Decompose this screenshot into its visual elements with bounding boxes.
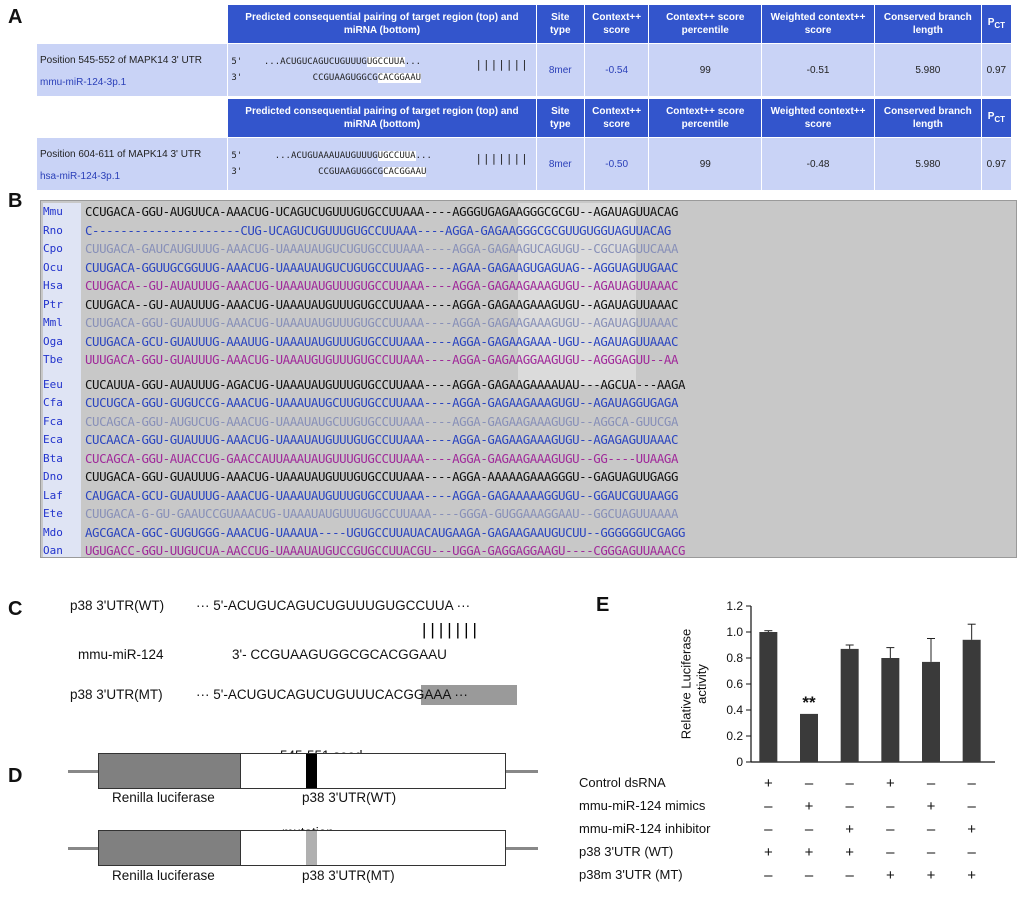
header-weighted: Weighted context++ score [762,99,875,138]
condition-sign: + [804,844,814,861]
bar [800,714,818,762]
species-label: Oan [43,544,63,557]
vector-line-left [68,847,98,850]
species-label: Cpo [43,242,63,255]
species-label: Mml [43,316,63,329]
condition-sign: – [804,775,814,792]
panel-label-a: A [8,6,23,28]
bar [922,662,940,762]
y-tick-label: 1.2 [726,599,743,613]
condition-sign: + [967,821,977,838]
condition-sign: – [764,821,773,838]
significance-label: ** [802,692,816,712]
condition-label: mmu-miR-124 inhibitor [579,821,711,836]
aligned-sequence: CUUGACA-GGUUGCGGUUG-AAACUG-UAAAUAUGUCUGUGCCUUAAG----AGAA-GAGAAGUGAGUAG--AGGUAGUUGAAC [85,259,679,275]
condition-sign: – [926,775,936,792]
mt-label: p38 3'UTR(MT) [70,687,163,702]
condition-sign: + [763,844,773,861]
branch-length-cell: 5.980 [874,44,981,97]
condition-label: Control dsRNA [579,775,666,790]
condition-sign: – [886,798,895,815]
y-tick-label: 0.6 [726,677,743,691]
wt-sequence: ··· 5'-ACUGUCAGUCUGUUUGUGCCUUA ··· [196,598,471,613]
species-label: Dno [43,470,63,483]
position-text: Position 545-552 of MAPK14 3' UTR [40,55,202,66]
pairing-bars: ||||||| [475,58,529,71]
condition-label: p38 3'UTR (WT) [579,844,674,859]
species-label: Mmu [43,205,63,218]
aligned-sequence: CUUGACA--GU-AUAUUUG-AAACUG-UAAAUAUGUUUGUGCCUUAAA----AGGA-GAGAAGAAAGUGU--AGAUAGUUAAAC [85,296,679,312]
weighted-cell: -0.48 [762,138,875,191]
wt-construct-label: p38 3'UTR(WT) [302,790,397,805]
table-header [37,99,1012,138]
panel-label-b: B [8,190,23,212]
species-label: Tbe [43,353,63,366]
species-label: Fca [43,414,63,428]
site-type-cell: 8mer [536,44,584,97]
context-score-cell: -0.50 [584,138,648,191]
branch-length-cell: 5.980 [874,138,981,191]
header-pct: $P_{CT}$ [981,5,1011,44]
condition-sign: + [885,867,895,884]
panel-label-e: E [596,594,610,616]
species-label: Ocu [43,260,63,274]
species-label: Rno [43,223,63,237]
aligned-sequence: CUUGACA-GGU-GUAUUUG-AAACUG-UAAAUAUGUUUGUGCCUUAAA----AGGA-AAAAAGAAAGGGU--GAGUAGUUGAGG [85,469,679,484]
aligned-sequence: CUUGACA-GCU-GUAUUUG-AAAUUG-UAAAUAUGUUUGUGCCUUAAA----AGGA-GAGAAGAAA-UGU--AGAUAGUUAAAC [85,333,679,349]
species-label: Oga [43,334,63,348]
species-sequences [85,203,1015,558]
header-percentile: Context++ score percentile [649,5,762,44]
species-label: Eca [43,433,63,446]
position-cell [37,44,228,97]
chart-bars [759,624,980,762]
header-site-type: Site type [536,5,584,44]
targetscan-table-mouse [36,4,1012,97]
y-tick-label: 1.0 [726,625,743,639]
weighted-cell: -0.51 [762,44,875,97]
aligned-sequence: CUCUGCA-GGU-GUGUCCG-AAACUG-UAAAUAUGCUUGUGCCUUAAA----AGGA-GAGAAGAAAGUGU--AGAUAGGUGAGA [85,395,679,410]
y-tick-label: 0.4 [726,703,743,717]
condition-sign: – [967,844,976,861]
luciferase-bar-chart [575,590,1020,898]
aligned-sequence: CUCAUUA-GGU-AUAUUUG-AGACUG-UAAAUAUGUUUGUGCCUUAAA----AGGA-GAGAAGAAAAUAU---AGCUA---AAGA [85,376,686,392]
condition-sign: + [845,821,855,838]
aligned-sequence: CUUGACA-G-GU-GAAUCCGUAAACUG-UAAAUAUGUUUGUGCCUUAAA----GGGA-GUGGAAAGGAAU--GGCUAGUUAAAA [85,506,679,521]
bar [841,649,859,762]
species-label: Hsa [43,279,63,292]
bar [881,658,899,762]
seed-site-marker [306,754,317,788]
condition-sign: – [804,867,814,884]
utr-box-mt [240,830,506,866]
header-percentile: Context++ score percentile [649,99,762,138]
aligned-sequence: UUUGACA-GGU-GUAUUUG-AAACUG-UAAAUGUGUUUGUGCCUUAAA----AGGA-GAGAAGGAAGUGU--AGGGAGUU--AA [85,352,679,367]
condition-label: mmu-miR-124 mimics [579,798,706,813]
pairing-bars: ||||||| [422,620,481,639]
position-text: Position 604-611 of MAPK14 3' UTR [40,149,202,160]
table-row [37,138,1012,191]
mt-construct-label: p38 3'UTR(MT) [302,868,395,883]
sequence-alignment [40,200,1017,558]
aligned-sequence: CUCAGCA-GGU-AUACCUG-GAACCAUUAAAUAUGUUUGUGCCUUAAA----AGGA-GAGAAGAAAGUGU--GG----UUAAGA [85,450,679,466]
condition-sign: – [926,844,936,861]
aligned-sequence: CUCAACA-GGU-GUAUUUG-AAACUG-UAAAUAUGUUUGUGCCUUAAA----AGGA-GAGAAGAAAGUGU--AGAGAGUUAAAC [85,432,679,447]
bar [759,632,777,762]
site-type-cell: 8mer [536,138,584,191]
pairing-cell: 5' ...ACUGUCAGUCUGUUUGUGCCUUA... ||||||| 3' CCGUAAGUGGCGCACGGAAU [228,44,536,97]
header-branch-length: Conserved branch length [874,5,981,44]
y-tick-label: 0.8 [726,651,743,665]
condition-sign: – [845,775,854,792]
wt-label: p38 3'UTR(WT) [70,598,165,613]
mirna-label: mmu-miR-124 [78,647,164,662]
panel-label-d: D [8,765,23,787]
condition-sign: – [886,821,895,838]
header-context-score: Context++ score [584,5,648,44]
aligned-sequence: CUCAGCA-GGU-AUGUCUG-AAACUG-UAAAUAUGCUUGUGCCUUAAA----AGGA-GAGAAGAAAGUGU--AGGCA-GUUCGA [85,413,679,429]
header-site-type: Site type [536,99,584,138]
species-label: Bta [43,451,63,465]
species-label: Mdo [43,525,63,539]
species-labels [43,203,81,558]
header-pct: $P_{CT}$ [981,99,1011,138]
header-weighted: Weighted context++ score [762,5,875,44]
y-axis-label: Relative Luciferaseactivity [678,628,709,740]
chart-axes [678,599,995,769]
position-cell [37,138,228,191]
mt-sequence: ··· 5'-ACUGUCAGUCUGUUUCACGGAAA ··· [196,687,468,702]
mirna-link[interactable]: mmu-miR-124-3p.1 [40,77,127,88]
renilla-label-mt: Renilla luciferase [112,868,215,883]
mutation-site-marker [306,831,317,865]
targetscan-table-human [36,98,1012,191]
condition-sign: + [804,798,814,815]
vector-line-right [506,770,538,773]
condition-sign: – [845,798,854,815]
condition-table [579,775,976,884]
condition-sign: + [763,775,773,792]
panel-label-c: C [8,598,23,620]
condition-sign: + [926,867,936,884]
header-pairing: Predicted consequential pairing of target region (top) and miRNA (bottom) [228,99,536,138]
bar [963,640,981,762]
species-label: Laf [43,488,63,502]
aligned-sequence: CCUGACA-GGU-AUGUUCA-AAACUG-UCAGUCUGUUUGUGCCUUAAA----AGGGUGAGAAGGGCGCGU--AGAUAGUUACAG [85,204,679,219]
condition-sign: – [967,798,976,815]
mirna-sequence: 3'- CCGUAAGUGGCGCACGGAAU [232,647,447,662]
aligned-sequence: CUUGACA--GU-AUAUUUG-AAACUG-UAAAUAUGUUUGUGCCUUAAA----AGGA-GAGAAGAAAGUGU--AGAUAGUUAAAC [85,278,679,293]
species-label: Ptr [43,297,63,311]
table-row [37,44,1012,97]
header-pairing: Predicted consequential pairing of target region (top) and miRNA (bottom) [228,5,536,44]
pct-cell: 0.97 [981,44,1011,97]
percentile-cell: 99 [649,138,762,191]
vector-line-left [68,770,98,773]
y-tick-label: 0.2 [726,729,743,743]
aligned-sequence: UGUGACC-GGU-UUGUCUA-AACCUG-UAAAUAUGUCCGUGCCUUACGU---UGGA-GAGGAGGAAGU----CGGGAGUUAAACG [85,543,686,558]
pct-cell: 0.97 [981,138,1011,191]
mirna-link[interactable]: hsa-miR-124-3p.1 [40,171,121,182]
renilla-box-wt [98,753,241,789]
condition-sign: – [845,867,854,884]
pairing-cell: 5' ...ACUGUAAAUAUGUUUGUGCCUUA... ||||||| 3' CCGUAAGUGGCGCACGGAAU [228,138,536,191]
pairing-bars: ||||||| [475,152,529,165]
condition-sign: – [804,821,814,838]
percentile-cell: 99 [649,44,762,97]
species-label: Ete [43,507,63,520]
table-header [37,5,1012,44]
aligned-sequence: CUUGACA-GAUCAUGUUUG-AAACUG-UAAAUAUGUCUGUGCCUUAAA----AGGA-GAGAAGUCAGUGU--CGCUAGUUCAAA [85,241,679,256]
condition-sign: – [764,867,773,884]
condition-sign: + [885,775,895,792]
condition-sign: – [967,775,976,792]
utr-box-wt [240,753,506,789]
renilla-box-mt [98,830,241,866]
header-branch-length: Conserved branch length [874,99,981,138]
renilla-label-wt: Renilla luciferase [112,790,215,805]
condition-sign: + [926,798,936,815]
vector-line-right [506,847,538,850]
condition-sign: + [967,867,977,884]
y-tick-label: 0 [736,755,743,769]
condition-sign: – [926,821,936,838]
condition-sign: – [886,844,895,861]
condition-sign: + [845,844,855,861]
aligned-sequence: C---------------------CUG-UCAGUCUGUUUGUGCCUUAAA----AGGA-GAGAAGGGCGCGUUGUGGUAGUUACAG [85,222,671,238]
species-label: Cfa [43,396,63,409]
aligned-sequence: AGCGACA-GGC-GUGUGGG-AAACUG-UAAAUA----UGUGCCUUAUACAUGAAGA-GAGAAGAAUGUCUU--GGGGGGUCGAGG [85,524,686,540]
species-label: Eeu [43,377,63,391]
condition-sign: – [764,798,773,815]
header-context-score: Context++ score [584,99,648,138]
aligned-sequence: CUUGACA-GGU-GUAUUUG-AAACUG-UAAAUAUGUUUGUGCCUUAAA----AGGA-GAGAAGAAAGUGU--AGAUAGUUAAAC [85,315,679,330]
aligned-sequence: CAUGACA-GCU-GUAUUUG-AAACUG-UAAAUAUGUUUGUGCCUUAAA----AGGA-GAGAAAAAGGUGU--GGAUCGUUAAGG [85,487,679,503]
condition-label: p38m 3'UTR (MT) [579,867,683,882]
context-score-cell: -0.54 [584,44,648,97]
